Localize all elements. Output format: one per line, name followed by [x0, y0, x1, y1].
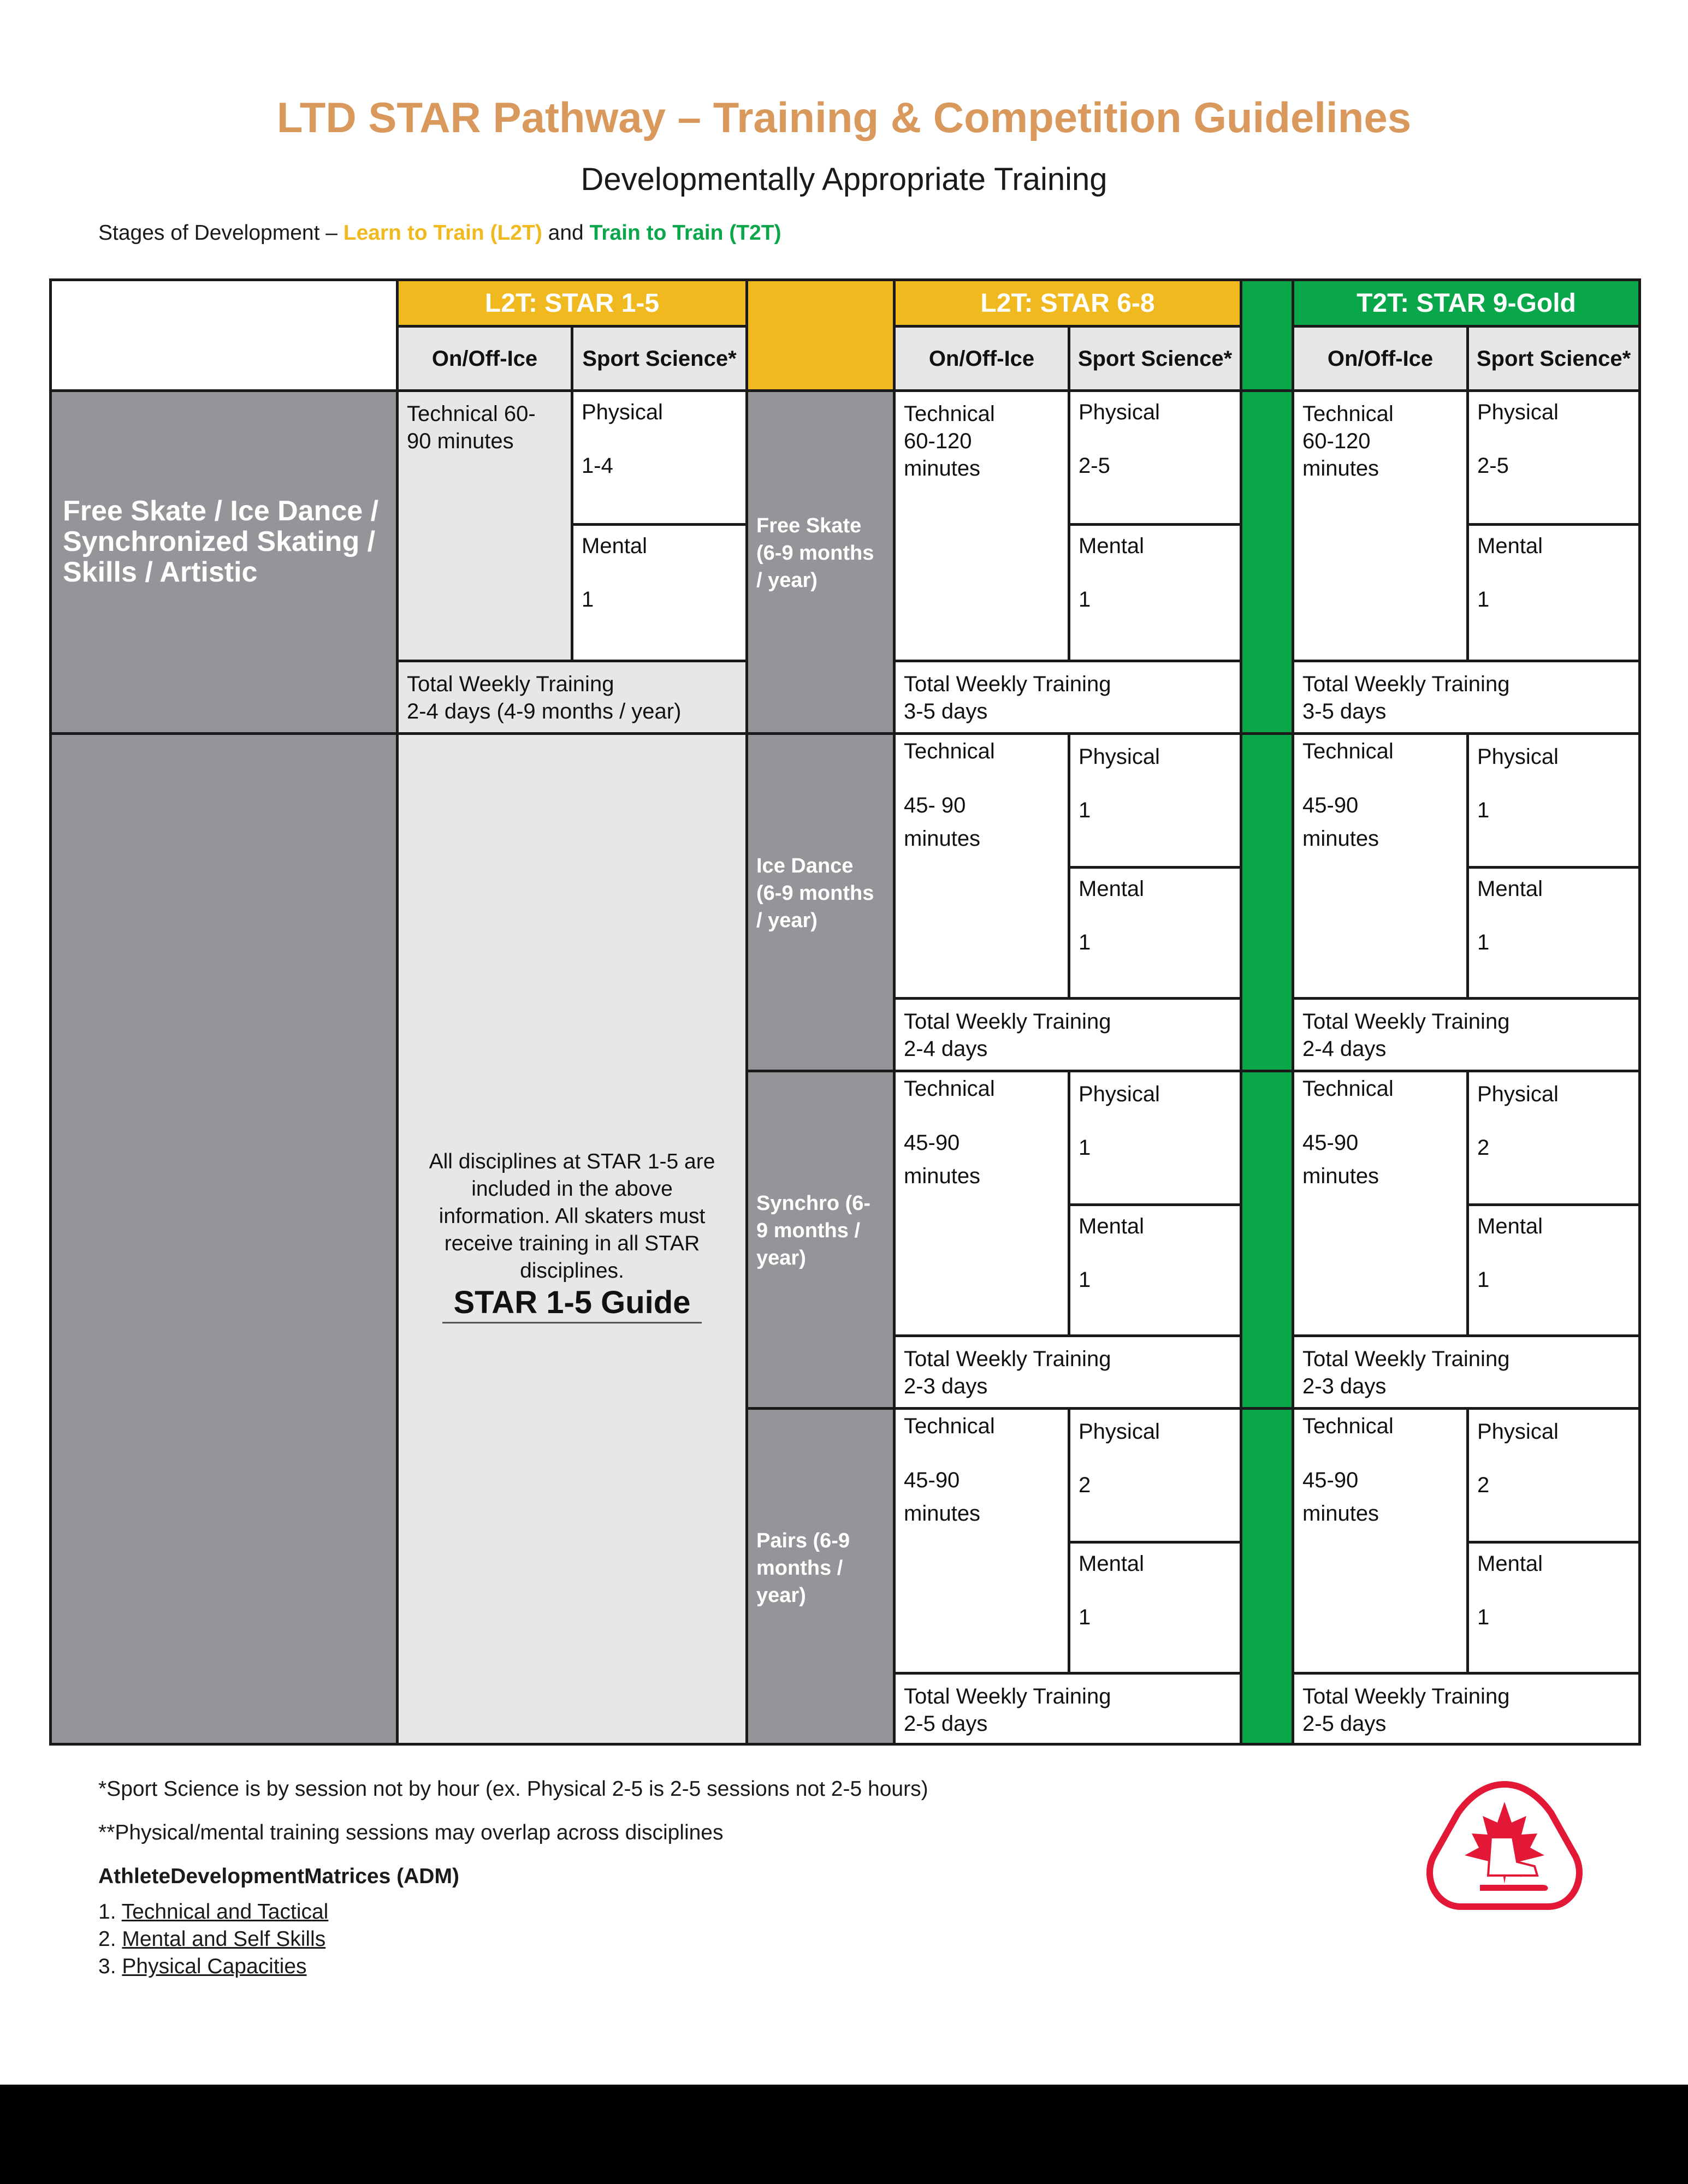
physical-label: Physical: [1477, 400, 1559, 424]
t2t-technical-cell: [1292, 1407, 1469, 1675]
s68-technical-cell: [893, 1070, 1070, 1337]
skate-canada-logo-icon: [1425, 1780, 1584, 1911]
physical-label: Physical: [1079, 400, 1160, 424]
technical-unit: minutes: [904, 1164, 981, 1188]
mental-value: 1: [1079, 1268, 1091, 1292]
star15-total-value: 2-4 days (4-9 months / year): [407, 699, 682, 723]
technical-label: Technical: [904, 402, 995, 426]
discipline-pairs: [745, 1407, 896, 1746]
footnote-sport-science: *Sport Science is by session not by hour (ex. Physical 2-5 is 2-5 sessions not 2-5 hours): [98, 1777, 928, 1801]
t2t-technical-cell: [1292, 1070, 1469, 1337]
s68-mental-cell: [1068, 1203, 1242, 1337]
s68-mental-cell: [1068, 1541, 1242, 1675]
header-star-1-5: L2T: STAR 1-5: [396, 278, 748, 328]
physical-label: Physical: [1477, 745, 1559, 769]
s68-total-cell: [893, 660, 1242, 735]
total-value: 2-3 days: [1302, 1374, 1387, 1398]
technical-label: Technical: [904, 739, 995, 763]
header-star-6-8: L2T: STAR 6-8: [893, 278, 1242, 328]
star15-note-cell: [396, 732, 748, 1746]
technical-unit: minutes: [1302, 827, 1379, 851]
physical-value: 2-5: [1477, 454, 1509, 478]
technical-label: Technical: [1302, 402, 1394, 426]
t2t-technical-cell: [1292, 732, 1469, 1000]
total-value: 2-4 days: [1302, 1037, 1387, 1061]
mental-value: 1: [1477, 1605, 1490, 1629]
mental-value: 1: [1079, 1605, 1091, 1629]
mental-value: 1: [1079, 930, 1091, 954]
total-label: Total Weekly Training: [904, 672, 1111, 696]
t2t-mental-cell: [1466, 523, 1641, 662]
stage-t2t: Train to Train (T2T): [589, 221, 781, 245]
total-label: Total Weekly Training: [1302, 1010, 1510, 1034]
star15-technical-cell: [396, 389, 573, 662]
total-value: 2-5 days: [1302, 1712, 1387, 1736]
mental-label: Mental: [1477, 534, 1543, 558]
stages-of-development: [98, 221, 781, 245]
s68-physical-cell: [1068, 1070, 1242, 1206]
technical-value: 45-90: [904, 1131, 960, 1155]
adm-link-mental-self-skills[interactable]: Mental and Self Skills: [122, 1927, 326, 1951]
header-star-9-gold: T2T: STAR 9-Gold: [1292, 278, 1641, 328]
technical-value: 45-90: [1302, 793, 1359, 817]
technical-unit: minutes: [904, 827, 981, 851]
physical-value: 2-5: [1079, 454, 1110, 478]
mental-value: 1: [1477, 587, 1490, 612]
technical-value: 45- 90: [904, 793, 966, 817]
t2t-mental-cell: [1466, 866, 1641, 1000]
lower-side-cell: [49, 732, 399, 1746]
technical-value: 45-90: [904, 1468, 960, 1492]
technical-label: Technical: [1302, 1414, 1394, 1438]
adm-item-number: 1.: [98, 1900, 116, 1924]
total-value: 2-4 days: [904, 1037, 988, 1061]
physical-value: 2: [1477, 1473, 1490, 1497]
technical-unit: minutes: [904, 456, 981, 480]
technical-value: 60-120: [1302, 429, 1371, 453]
mental-label: Mental: [1477, 1552, 1543, 1576]
physical-label: Physical: [1079, 1420, 1160, 1444]
total-value: 3-5 days: [904, 699, 988, 723]
t2t-physical-cell: [1466, 1407, 1641, 1544]
total-label: Total Weekly Training: [1302, 1347, 1510, 1371]
technical-unit: minutes: [1302, 1502, 1379, 1526]
stage-l2t: Learn to Train (L2T): [343, 221, 542, 245]
mental-label: Mental: [1477, 1214, 1543, 1238]
physical-label: Physical: [1079, 1082, 1160, 1106]
discipline-synchro: [745, 1070, 896, 1410]
star15-guide-link[interactable]: STAR 1-5 Guide: [442, 1284, 702, 1324]
discipline-label: Free Skate (6-9 months / year): [756, 514, 874, 592]
star15-mental-value: 1: [582, 587, 594, 612]
green-spacer: [1240, 732, 1294, 1072]
side-label: Free Skate / Ice Dance / Synchronized Skating / Skills / Artistic: [63, 495, 379, 588]
t2t-physical-cell: [1466, 732, 1641, 869]
adm-link-technical-tactical[interactable]: Technical and Tactical: [121, 1900, 329, 1924]
green-spacer: [1240, 1407, 1294, 1746]
technical-value: 45-90: [1302, 1131, 1359, 1155]
star15-mental-cell: [571, 523, 748, 662]
subheader-on-off-ice: On/Off-Ice: [1292, 325, 1469, 392]
subheader-sport-science: Sport Science*: [1466, 325, 1641, 392]
mental-label: Mental: [1079, 1214, 1145, 1238]
subheader-sport-science: Sport Science*: [1068, 325, 1242, 392]
stages-and: and: [548, 221, 584, 245]
mental-value: 1: [1477, 930, 1490, 954]
technical-label: Technical: [904, 1414, 995, 1438]
s68-technical-cell: [893, 1407, 1070, 1675]
total-label: Total Weekly Training: [904, 1347, 1111, 1371]
total-label: Total Weekly Training: [1302, 672, 1510, 696]
footnote-overlap: **Physical/mental training sessions may overlap across disciplines: [98, 1821, 724, 1844]
side-label-cell: [49, 389, 399, 735]
total-label: Total Weekly Training: [904, 1684, 1111, 1708]
s68-technical-cell: [893, 732, 1070, 1000]
physical-label: Physical: [1079, 745, 1160, 769]
stages-prefix: Stages of Development –: [98, 221, 337, 245]
t2t-mental-cell: [1466, 1203, 1641, 1337]
s68-technical-cell: [893, 389, 1070, 662]
page-subtitle: Developmentally Appropriate Training: [581, 162, 1107, 197]
physical-label: Physical: [1477, 1420, 1559, 1444]
star15-total-cell: [396, 660, 748, 735]
star15-mental-label: Mental: [582, 534, 648, 558]
t2t-total-cell: [1292, 1672, 1641, 1746]
discipline-free-skate: [745, 389, 896, 735]
total-value: 2-5 days: [904, 1712, 988, 1736]
page-title: LTD STAR Pathway – Training & Competition Guidelines: [276, 93, 1412, 141]
technical-label: Technical: [904, 1077, 995, 1101]
mental-label: Mental: [1079, 1552, 1145, 1576]
subheader-sport-science: Sport Science*: [571, 325, 748, 392]
s68-mental-cell: [1068, 866, 1242, 1000]
adm-item: [98, 1900, 328, 1924]
total-value: 3-5 days: [1302, 699, 1387, 723]
star15-total-label: Total Weekly Training: [407, 672, 614, 696]
physical-value: 2: [1079, 1473, 1091, 1497]
t2t-total-cell: [1292, 997, 1641, 1072]
technical-label: Technical: [1302, 739, 1394, 763]
t2t-physical-cell: [1466, 1070, 1641, 1206]
subheader-on-off-ice: On/Off-Ice: [893, 325, 1070, 392]
mental-value: 1: [1079, 587, 1091, 612]
discipline-label: Synchro (6-9 months / year): [756, 1192, 871, 1269]
physical-value: 1: [1079, 798, 1091, 822]
bottom-bar: [0, 2085, 1688, 2184]
discipline-ice-dance: [745, 732, 896, 1072]
physical-value: 1: [1079, 1136, 1091, 1160]
adm-item-number: 3.: [98, 1955, 116, 1978]
star15-note: All disciplines at STAR 1-5 are included in the above information. All skaters must receive training in all STAR disciplines.: [429, 1150, 715, 1283]
t2t-total-cell: [1292, 660, 1641, 735]
mental-label: Mental: [1079, 877, 1145, 901]
star15-physical-cell: [571, 389, 748, 526]
s68-mental-cell: [1068, 523, 1242, 662]
mental-label: Mental: [1477, 877, 1543, 901]
green-spacer: [1240, 1070, 1294, 1410]
adm-item: [98, 1927, 325, 1951]
technical-value: 60-120: [904, 429, 972, 453]
t2t-technical-cell: [1292, 389, 1469, 662]
discipline-label: Ice Dance (6-9 months / year): [756, 854, 874, 932]
s68-total-cell: [893, 1672, 1242, 1746]
table-corner-cell: [49, 278, 399, 392]
star15-physical-value: 1-4: [582, 454, 613, 478]
s68-total-cell: [893, 1334, 1242, 1410]
s68-physical-cell: [1068, 389, 1242, 526]
technical-unit: minutes: [1302, 1164, 1379, 1188]
technical-value: 45-90: [1302, 1468, 1359, 1492]
total-label: Total Weekly Training: [904, 1010, 1111, 1034]
mental-label: Mental: [1079, 534, 1145, 558]
adm-link-physical-capacities[interactable]: Physical Capacities: [122, 1955, 307, 1978]
s68-physical-cell: [1068, 732, 1242, 869]
adm-item: [98, 1955, 307, 1979]
technical-unit: minutes: [1302, 456, 1379, 480]
subheader-on-off-ice: On/Off-Ice: [396, 325, 573, 392]
s68-total-cell: [893, 997, 1242, 1072]
mental-value: 1: [1477, 1268, 1490, 1292]
star15-technical: Technical 60-90 minutes: [407, 402, 536, 453]
t2t-mental-cell: [1466, 1541, 1641, 1675]
discipline-label: Pairs (6-9 months / year): [756, 1529, 850, 1607]
physical-value: 1: [1477, 798, 1490, 822]
t2t-total-cell: [1292, 1334, 1641, 1410]
physical-label: Physical: [1477, 1082, 1559, 1106]
technical-label: Technical: [1302, 1077, 1394, 1101]
header-spacer-green: [1240, 278, 1294, 392]
adm-heading: AthleteDevelopmentMatrices (ADM): [98, 1865, 459, 1888]
green-spacer: [1240, 389, 1294, 735]
s68-physical-cell: [1068, 1407, 1242, 1544]
technical-unit: minutes: [904, 1502, 981, 1526]
total-label: Total Weekly Training: [1302, 1684, 1510, 1708]
adm-item-number: 2.: [98, 1927, 116, 1951]
total-value: 2-3 days: [904, 1374, 988, 1398]
physical-value: 2: [1477, 1136, 1490, 1160]
header-spacer-yellow: [745, 278, 896, 392]
t2t-physical-cell: [1466, 389, 1641, 526]
star15-physical-label: Physical: [582, 400, 663, 424]
